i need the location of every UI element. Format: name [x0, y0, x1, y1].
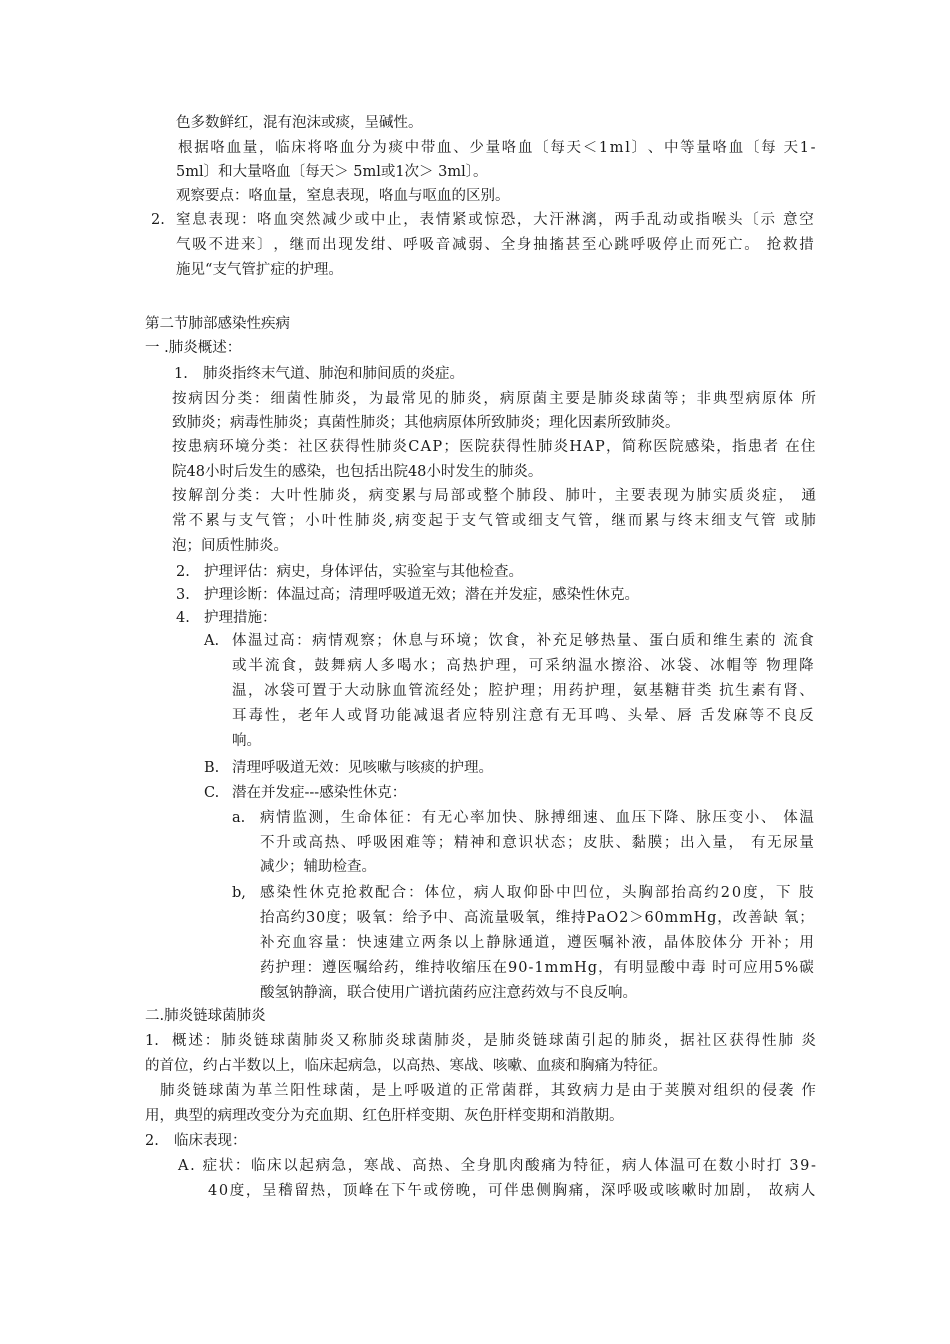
text-line: 不 升 或 高 热 、 呼 吸 困 难 等 ； 精 神 和 意 识 状 态 ； 皮 肤 、 黏 膜 ； 出 入 量 ， 有 无 尿 量	[260, 835, 814, 851]
text-line: 药 护 理 ： 遵 医 嘱 给 药 ， 维 持 收 缩 压 在 9 0 - 1 m m H g ， 有 明 显 酸 中 毒 时 可 应 用 5 % 碳	[260, 960, 814, 976]
text-line: 按 解 剖 分 类 ： 大 叶 性 肺 炎 ， 病 变 累 与 局 部 或 整 个 肺 段 、 肺 叶 ， 主 要 表 现 为 肺 实 质 炎 症 ， 通	[172, 488, 816, 504]
text-line: 护理评估：病史，身体评估，实验室与其他检查。	[204, 564, 523, 580]
list-number: 4.	[176, 610, 190, 626]
text-line: 用，典型的病理改变分为充血期、红色肝样变期、灰色肝样变期和消散期。	[145, 1108, 624, 1124]
text-line: 补 充 血 容 量 ： 快 速 建 立 两 条 以 上 静 脉 通 道 ， 遵 医 嘱 补 液 ， 晶 体 胶 体 分 开 补 ； 用	[260, 935, 814, 951]
text-line: 护理诊断：体温过高；清理呼吸道无效；潜在并发症，感染性休克。	[204, 587, 639, 603]
section-heading: 二.肺炎链球菌肺炎	[145, 1008, 266, 1024]
list-letter: b,	[232, 885, 246, 901]
text-line: 窒 息 表 现 ： 咯 血 突 然 减 少 或 中 止 ， 表 情 紧 或 惊 恐 ， 大 汗 淋 漓 ， 两 手 乱 动 或 指 喉 头 〔 示 意 空	[176, 212, 814, 228]
text-line: 减少；辅助检查。	[260, 859, 376, 875]
text-line: 泡；间质性肺炎。	[172, 538, 288, 554]
text-line: 温 ， 冰 袋 可 置 于 大 动 脉 血 管 流 经 处 ； 腔 护 理 ； 用 药 护 理 ， 氨 基 糖 苷 类 抗 生 素 有 肾 、	[232, 683, 814, 699]
text-line: 病 情 监 测 ， 生 命 体 征 ： 有 无 心 率 加 快 、 脉 搏 细 速 、 血 压 下 降 、 脉 压 变 小 、 体 温	[260, 810, 814, 826]
text-line: 酸氢钠静滴，联合使用广谱抗菌药应注意药效与不良反响。	[260, 985, 637, 1001]
text-line: 施见“支气管扩症的护理。	[176, 262, 343, 278]
text-line: 临床表现：	[174, 1133, 247, 1149]
text-line: 体 温 过 高 ： 病 情 观 察 ； 休 息 与 环 境 ； 饮 食 ， 补 充 足 够 热 量 、 蛋 白 质 和 维 生 素 的 流 食	[232, 633, 814, 649]
list-letter: a.	[232, 810, 246, 826]
text-line: 肺 炎 链 球 菌 为 革 兰 阳 性 球 菌 ， 是 上 呼 吸 道 的 正 常 菌 群 ， 其 致 病 力 是 由 于 荚 膜 对 组 织 的 侵 袭 作	[160, 1083, 816, 1099]
text-line: A . 症 状 ： 临 床 以 起 病 急 ， 寒 战 、 高 热 、 全 身 肌 肉 酸 痛 为 特 征 ， 病 人 体 温 可 在 数 小 时 打 3 9 -	[178, 1158, 816, 1174]
list-number: 2.	[176, 564, 190, 580]
list-number: 1.	[145, 1033, 159, 1049]
text-line: 清理呼吸道无效：见咳嗽与咳痰的护理。	[232, 760, 493, 776]
text-line: 护理措施：	[204, 610, 277, 626]
text-line: 潜在并发症---感染性休克：	[232, 785, 407, 801]
list-letter: B.	[204, 760, 220, 776]
text-line: 按 病 因 分 类 ： 细 菌 性 肺 炎 ， 为 最 常 见 的 肺 炎 ， 病 原 菌 主 要 是 肺 炎 球 菌 等 ； 非 典 型 病 原 体 所	[172, 391, 816, 407]
list-number: 1.	[174, 366, 188, 382]
text-line: 概 述 ： 肺 炎 链 球 菌 肺 炎 又 称 肺 炎 球 菌 肺 炎 ， 是 肺 炎 链 球 菌 引 起 的 肺 炎 ， 据 社 区 获 得 性 肺 炎	[172, 1033, 816, 1049]
text-line: 的首位，约占半数以上，临床起病急，以高热、寒战、咳嗽、血痰和胸痛为特征。	[145, 1058, 667, 1074]
text-line: 或 半 流 食 ， 鼓 舞 病 人 多 喝 水 ； 高 热 护 理 ， 可 采 纳 温 水 擦 浴 、 冰 袋 、 冰 帽 等 物 理 降	[232, 658, 814, 674]
list-number: 2.	[151, 212, 165, 228]
text-line: 耳 毒 性 ， 老 年 人 或 肾 功 能 减 退 者 应 特 别 注 意 有 无 耳 鸣 、 头 晕 、 唇 舌 发 麻 等 不 良 反	[232, 708, 814, 724]
text-line: 5ml〕和大量咯血〔每天＞ 5ml或1次＞ 3ml〕。	[176, 164, 488, 180]
list-number: 2.	[145, 1133, 159, 1149]
text-line: 肺炎指终末气道、肺泡和肺间质的炎症。	[203, 366, 464, 382]
text-line: 色多数鲜红，混有泡沫或痰，呈碱性。	[176, 115, 423, 131]
text-line: 气 吸 不 进 来 〕 ， 继 而 出 现 发 绀 、 呼 吸 音 减 弱 、 全 身 抽 搐 甚 至 心 跳 呼 吸 停 止 而 死 亡 。 抢 救 措	[176, 237, 814, 253]
text-line: 院48小时后发生的感染，也包括出院48小时发生的肺炎。	[172, 464, 543, 480]
list-number: 3.	[176, 587, 190, 603]
text-line: 抬 高 约 3 0 度 ； 吸 氧 ： 给 予 中 、 高 流 量 吸 氧 ， 维 持 P a O 2 ＞ 6 0 m m H g ， 改 善 缺 氧 ；	[260, 910, 814, 926]
list-letter: C.	[204, 785, 220, 801]
list-letter: A.	[204, 633, 220, 649]
section-heading: 第二节肺部感染性疾病	[145, 316, 290, 332]
text-line: 观察要点：咯血量，窒息表现，咯血与呕血的区别。	[176, 188, 510, 204]
text-line: 常 不 累 与 支 气 管 ； 小 叶 性 肺 炎 , 病 变 起 于 支 气 管 或 细 支 气 管 ， 继 而 累 与 终 末 细 支 气 管 或 肺	[172, 513, 816, 529]
text-line: 感 染 性 休 克 抢 救 配 合 ： 体 位 ， 病 人 取 仰 卧 中 凹 位 ， 头 胸 部 抬 高 约 2 0 度 ， 下 肢	[260, 885, 814, 901]
text-line: 按 患 病 环 境 分 类 ： 社 区 获 得 性 肺 炎 C A P ； 医 院 获 得 性 肺 炎 H A P ， 简 称 医 院 感 染 ， 指 患 者 在 住	[172, 439, 816, 455]
text-line: 响。	[232, 733, 261, 749]
text-line: 根 据 咯 血 量 ， 临 床 将 咯 血 分 为 痰 中 带 血 、 少 量 咯 血 〔 每 天 ＜ 1 m l 〕 、 中 等 量 咯 血 〔 每 天 1 -	[178, 140, 816, 156]
subsection-heading: 一 .肺炎概述：	[145, 340, 242, 356]
text-line: 致肺炎；病毒性肺炎；真菌性肺炎；其他病原体所致肺炎；理化因素所致肺炎。	[172, 415, 680, 431]
text-line: 4 0 度 ， 呈 稽 留 热 ， 顶 峰 在 下 午 或 傍 晚 ， 可 伴 患 侧 胸 痛 ， 深 呼 吸 或 咳 嗽 时 加 剧 ， 故 病 人	[208, 1183, 816, 1199]
